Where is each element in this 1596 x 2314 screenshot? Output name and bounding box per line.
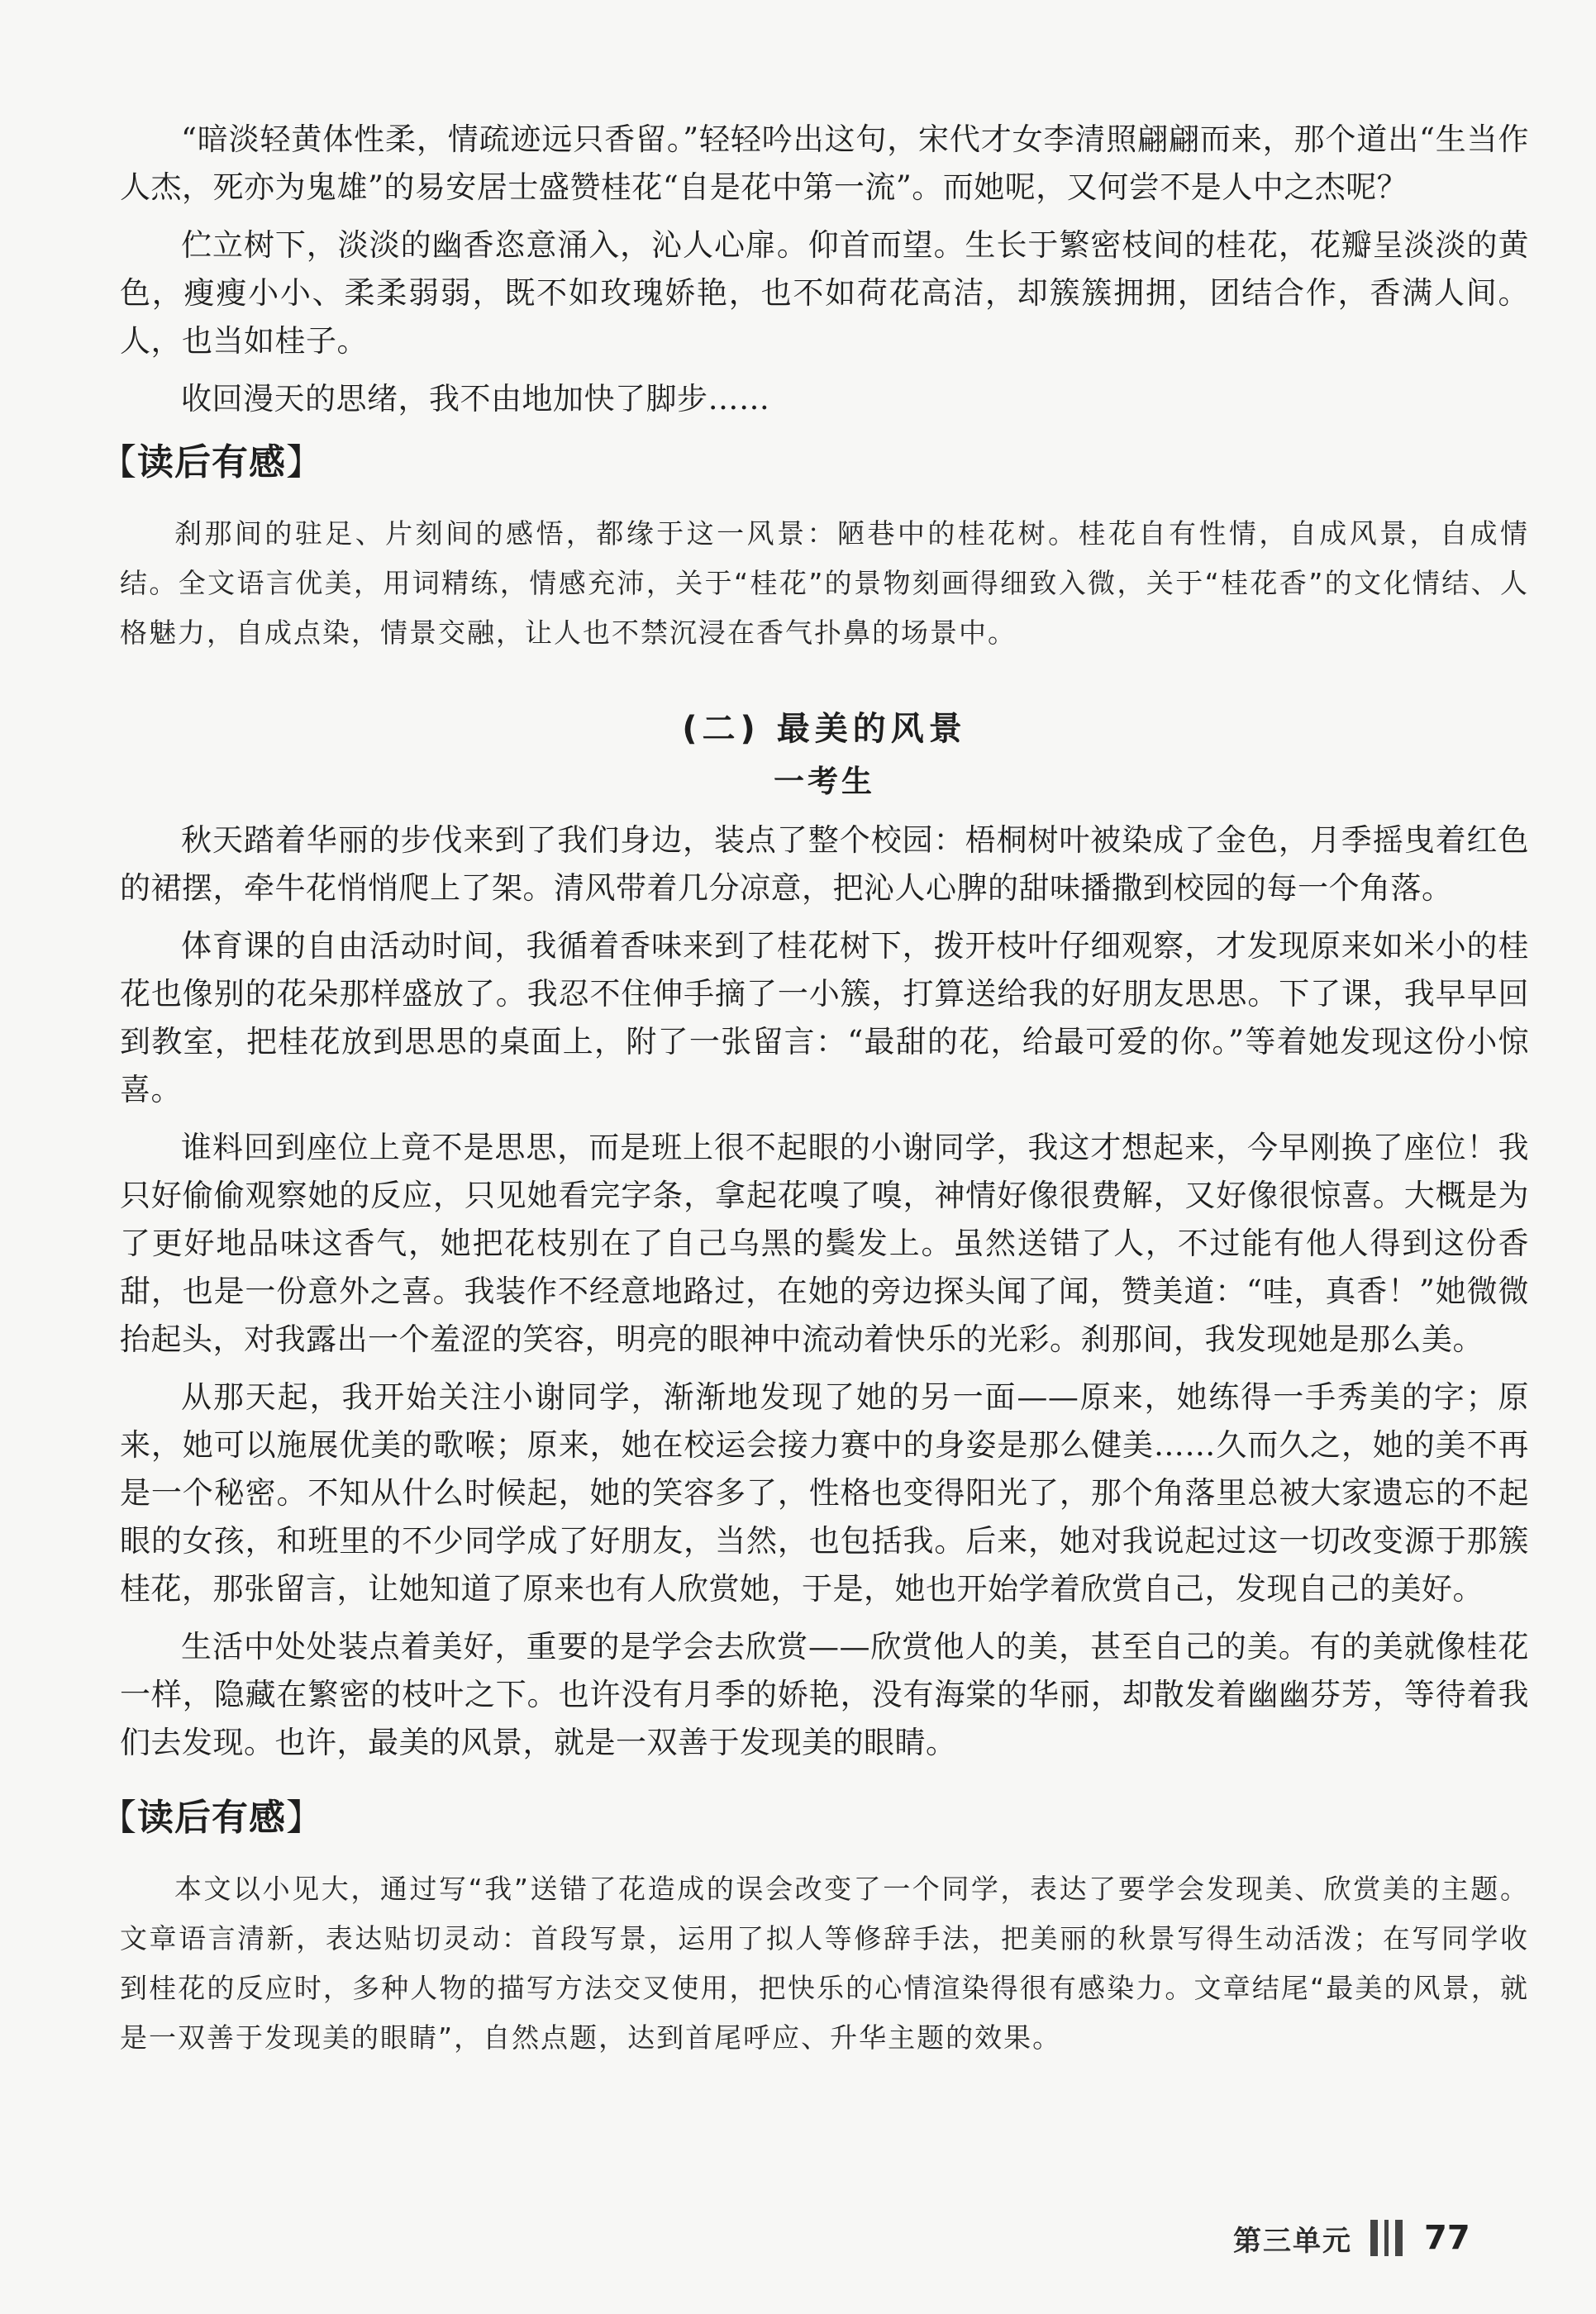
comment-heading-text: 读后有感 [137, 1797, 286, 1839]
divider-bars-icon [1370, 2220, 1403, 2256]
right-bracket-icon: 】 [286, 1797, 323, 1839]
comment-text: 本文以小见大，通过写“我”送错了花造成的误会改变了一个同学，表达了要学会发现美、欣赏美的主题。文章语言清新，表达贴切灵动：首段写景，运用了拟人等修辞手法，把美丽的秋景写得生动活泼；在写同学收到桂花的反应时，多种人物的描写方法交叉使用，把快乐的心情渲染得很有感染力。文章结尾“最美的风景，就是一双善于发现美的眼睛”，自然点题，达到首尾呼应、升华主题的效果。 [120, 1873, 1529, 2054]
essay-one-ending [120, 116, 1529, 423]
essay-author: 一考生 [774, 763, 875, 799]
essay-two [120, 706, 1529, 1767]
right-bracket-icon: 】 [286, 441, 323, 483]
essay-title: (二) 最美的风景 [682, 710, 967, 748]
paragraph: 收回漫天的思绪，我不由地加快了脚步…… [181, 381, 770, 417]
paragraph: “暗淡轻黄体性柔，情疏迹远只香留。”轻轻吟出这句，宋代才女李清照翩翩而来，那个道出“生当作人杰，死亦为鬼雄”的易安居士盛赞桂花“自是花中第一流”。而她呢，又何尝不是人中之杰呢？ [120, 121, 1529, 205]
comment-text: 刹那间的驻足、片刻间的感悟，都缘于这一风景：陋巷中的桂花树。桂花自有性情，自成风景，自成情结。全文语言优美，用词精练，情感充沛，关于“桂花”的景物刻画得细致入微，关于“桂花香”的文化情结、人格魅力，自成点染，情景交融，让人也不禁沉浸在香气扑鼻的场景中。 [120, 517, 1529, 649]
page-number: 77 [1424, 2219, 1470, 2257]
comment-heading [100, 438, 1529, 488]
comment-heading-text: 读后有感 [137, 441, 286, 483]
left-bracket-icon: 【 [100, 1797, 137, 1839]
page-content [100, 116, 1529, 2063]
reading-comment-one [100, 438, 1529, 658]
comment-heading [100, 1793, 1529, 1843]
paragraph: 伫立树下，淡淡的幽香恣意涌入，沁人心扉。仰首而望。生长于繁密枝间的桂花，花瓣呈淡淡的黄色，瘦瘦小小、柔柔弱弱，既不如玫瑰娇艳，也不如荷花高洁，却簇簇拥拥，团结合作，香满人间。人，也当如桂子。 [120, 227, 1529, 359]
paragraph: 生活中处处装点着美好，重要的是学会去欣赏——欣赏他人的美，甚至自己的美。有的美就像桂花一样，隐藏在繁密的枝叶之下。也许没有月季的娇艳，没有海棠的华丽，却散发着幽幽芬芳，等待着我们去发现。也许，最美的风景，就是一双善于发现美的眼睛。 [120, 1629, 1529, 1760]
unit-label: 第三单元 [1233, 2224, 1352, 2258]
paragraph: 从那天起，我开始关注小谢同学，渐渐地发现了她的另一面——原来，她练得一手秀美的字；原来，她可以施展优美的歌喉；原来，她在校运会接力赛中的身姿是那么健美……久而久之，她的美不再是一个秘密。不知从什么时候起，她的笑容多了，性格也变得阳光了，那个角落里总被大家遗忘的不起眼的女孩，和班里的不少同学成了好朋友，当然，也包括我。后来，她对我说起过这一切改变源于那簇桂花，那张留言，让她知道了原来也有人欣赏她，于是，她也开始学着欣赏自己，发现自己的美好。 [120, 1379, 1529, 1607]
paragraph: 谁料回到座位上竟不是思思，而是班上很不起眼的小谢同学，我这才想起来，今早刚换了座位！我只好偷偷观察她的反应，只见她看完字条，拿起花嗅了嗅，神情好像很费解，又好像很惊喜。大概是为了更好地品味这香气，她把花枝别在了自己乌黑的鬓发上。虽然送错了人，不过能有他人得到这份香甜，也是一份意外之喜。我装作不经意地路过，在她的旁边探头闻了闻，赞美道：“哇，真香！”她微微抬起头，对我露出一个羞涩的笑容，明亮的眼神中流动着快乐的光彩。刹那间，我发现她是那么美。 [120, 1130, 1529, 1357]
left-bracket-icon: 【 [100, 441, 137, 483]
paragraph: 秋天踏着华丽的步伐来到了我们身边，装点了整个校园：梧桐树叶被染成了金色，月季摇曳着红色的裙摆，牵牛花悄悄爬上了架。清风带着几分凉意，把沁人心脾的甜味播撒到校园的每一个角落。 [120, 822, 1529, 906]
reading-comment-two [100, 1793, 1529, 2063]
page-footer [1233, 2215, 1470, 2261]
paragraph: 体育课的自由活动时间，我循着香味来到了桂花树下，拨开枝叶仔细观察，才发现原来如米小的桂花也像别的花朵那样盛放了。我忍不住伸手摘了一小簇，打算送给我的好朋友思思。下了课，我早早回到教室，把桂花放到思思的桌面上，附了一张留言：“最甜的花，给最可爱的你。”等着她发现这份小惊喜。 [120, 928, 1529, 1107]
